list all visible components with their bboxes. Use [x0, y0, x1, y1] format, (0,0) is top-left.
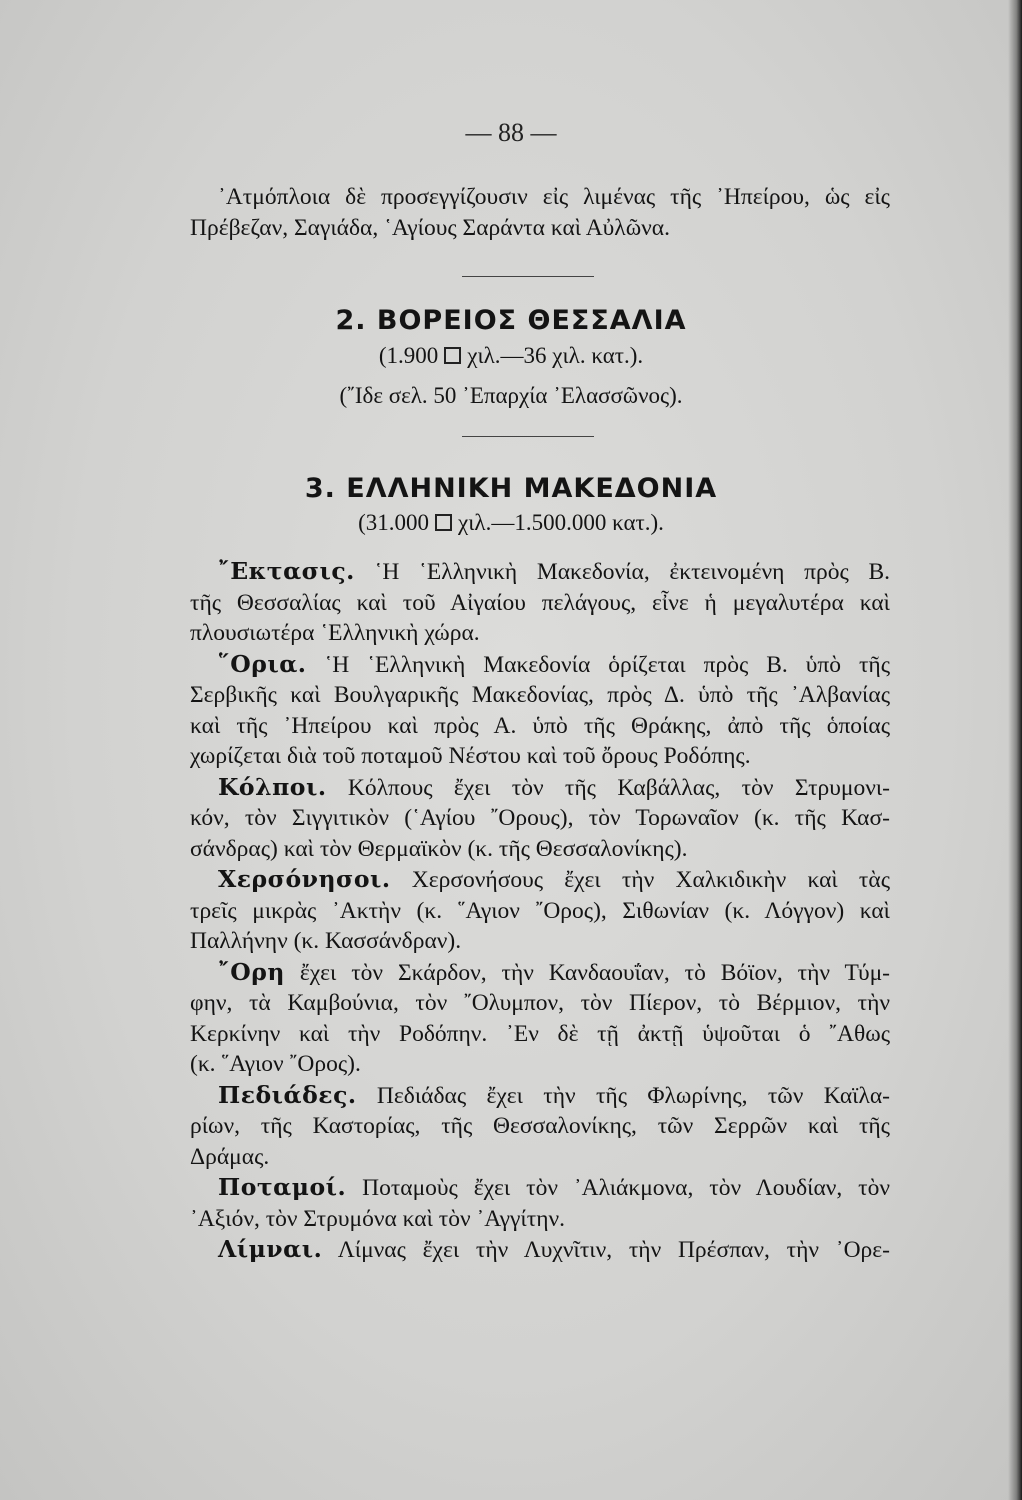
- text-line: σάνδρας) καὶ τὸν Θερμαϊκὸν (κ. τῆς Θεσσαλονίκης).: [190, 835, 688, 862]
- paragraph-lead: Κόλποι.: [218, 772, 327, 801]
- paragraph-lead: Πεδιάδες.: [218, 1080, 357, 1109]
- text-line: ῎Ορη ἔχει τὸν Σκάρδον, τὴν Κανδαουΐαν, τὸ Βόϊον, τὴν Τύμ-: [218, 957, 891, 986]
- text-line: Ποταμοί. Ποταμοὺς ἔχει τὸν ᾿Αλιάκμονα, τὸν Λουδίαν, τὸν: [218, 1173, 891, 1201]
- text-line: Κερκίνην καὶ τὴν Ροδόπην. ᾿Εν δὲ τῇ ἀκτῇ ὑψοῦται ὁ ῎Αθως: [190, 1020, 890, 1047]
- text-line: ᾿Αξιόν, τὸν Στρυμόνα καὶ τὸν ᾿Αγγίτην.: [190, 1205, 565, 1232]
- section-area-thessaly: [0, 343, 1022, 369]
- section-reference: (῎Ιδε σελ. 50 ᾿Επαρχία ᾿Ελασσῶνος).: [339, 383, 683, 408]
- area-units: χιλ.—36 χιλ. κατ.).: [467, 343, 644, 368]
- text-line: ρίων, τῆς Καστορίας, τῆς Θεσσαλονίκης, τῶν Σερρῶν καὶ τῆς: [190, 1113, 890, 1139]
- text-line: Παλλήνην (κ. Κασσάνδραν).: [190, 928, 462, 954]
- text-line: φην, τὰ Καμβούνια, τὸν ῎Ολυμπον, τὸν Πίερον, τὸ Βέρμιον, τὴν: [190, 990, 890, 1016]
- section-title-thessaly: 2. ΒΟΡΕΙΟΣ ΘΕΣΣΑΛΙΑ: [335, 305, 687, 336]
- paragraph-lead: Χερσόνησοι.: [218, 865, 391, 893]
- text-line: Δράμας.: [190, 1143, 270, 1170]
- text-line: ῎Εκτασις. ῾Η ῾Ελληνικὴ Μακεδονία, ἐκτεινομένη πρὸς Β.: [218, 557, 890, 585]
- area-value: (31.000: [358, 510, 430, 535]
- text-line: καὶ τῆς ᾿Ηπείρου καὶ πρὸς Α. ὑπὸ τῆς Θράκης, ἀπὸ τῆς ὁποίας: [190, 712, 890, 739]
- text-line: Σερβικῆς καὶ Βουλγαρικῆς Μακεδονίας, πρὸς Δ. ὑπὸ τῆς ᾿Αλβανίας: [190, 682, 890, 708]
- body-text: [190, 556, 890, 1266]
- text-line: (κ. ῞Αγιον ῎Ορος).: [190, 1051, 361, 1077]
- section-divider: [462, 436, 594, 437]
- text-line: τῆς Θεσσαλίας καὶ τοῦ Αἰγαίου πελάγους, εἶνε ἡ μεγαλυτέρα καὶ: [190, 589, 890, 616]
- paragraph-lead: ῎Εκτασις.: [218, 557, 355, 585]
- text-line: ῞Ορια. ῾Η ῾Ελληνικὴ Μακεδονία ὁρίζεται πρὸς Β. ὑπὸ τῆς: [218, 649, 891, 678]
- intro-paragraph: [190, 182, 890, 243]
- section-divider: [462, 276, 594, 277]
- text-line: τρεῖς μικρὰς ᾿Ακτὴν (κ. ῞Αγιον ῎Ορος), Σιθωνίαν (κ. Λόγγον) καὶ: [190, 897, 890, 924]
- paragraph-lead: ῞Ορια.: [218, 649, 307, 678]
- square-km-icon: [444, 347, 461, 364]
- text-line: Πρέβεζαν, Σαγιάδα, ῾Αγίους Σαράντα καὶ Αὐλῶνα.: [190, 214, 670, 241]
- text-line: Πεδιάδες. Πεδιάδας ἔχει τὴν τῆς Φλωρίνης, τῶν Καϊλα-: [218, 1080, 891, 1109]
- paragraph-lead: ῎Ορη: [218, 957, 285, 986]
- text-line: χωρίζεται διὰ τοῦ ποταμοῦ Νέστου καὶ τοῦ ὄρους Ροδόπης.: [190, 743, 751, 769]
- section-area-macedonia: [0, 510, 1022, 536]
- section-title-macedonia: 3. ΕΛΛΗΝΙΚΗ ΜΑΚΕΔΟΝΙΑ: [304, 473, 718, 504]
- text-line: ᾿Ατμόπλοια δὲ προσεγγίζουσιν εἰς λιμένας τῆς ᾿Ηπείρου, ὡς εἰς: [218, 184, 890, 210]
- text-line: Κόλποι. Κόλπους ἔχει τὸν τῆς Καβάλλας, τὸν Στρυμονι-: [218, 772, 890, 801]
- page-number: — 88 —: [465, 118, 557, 147]
- text-line: Χερσόνησοι. Χερσονήσους ἔχει τὴν Χαλκιδικὴν καὶ τὰς: [218, 865, 890, 893]
- page-edge-shadow: [1008, 0, 1022, 1500]
- area-value: (1.900: [378, 343, 439, 368]
- text-line: κόν, τὸν Σιγγιτικὸν (῾Αγίου ῎Ορους), τὸν Τορωναῖον (κ. τῆς Κασ-: [190, 805, 890, 831]
- square-km-icon: [435, 514, 452, 531]
- paragraph-lead: Ποταμοί.: [218, 1173, 347, 1201]
- area-units: χιλ.—1.500.000 κατ.).: [458, 510, 664, 535]
- paragraph-lead: Λίμναι.: [218, 1235, 323, 1263]
- text-line: Λίμναι. Λίμνας ἔχει τὴν Λυχνῖτιν, τὴν Πρέσπαν, τὴν ᾿Ορε-: [218, 1235, 890, 1263]
- text-line: πλουσιωτέρα ῾Ελληνικὴ χώρα.: [190, 620, 480, 646]
